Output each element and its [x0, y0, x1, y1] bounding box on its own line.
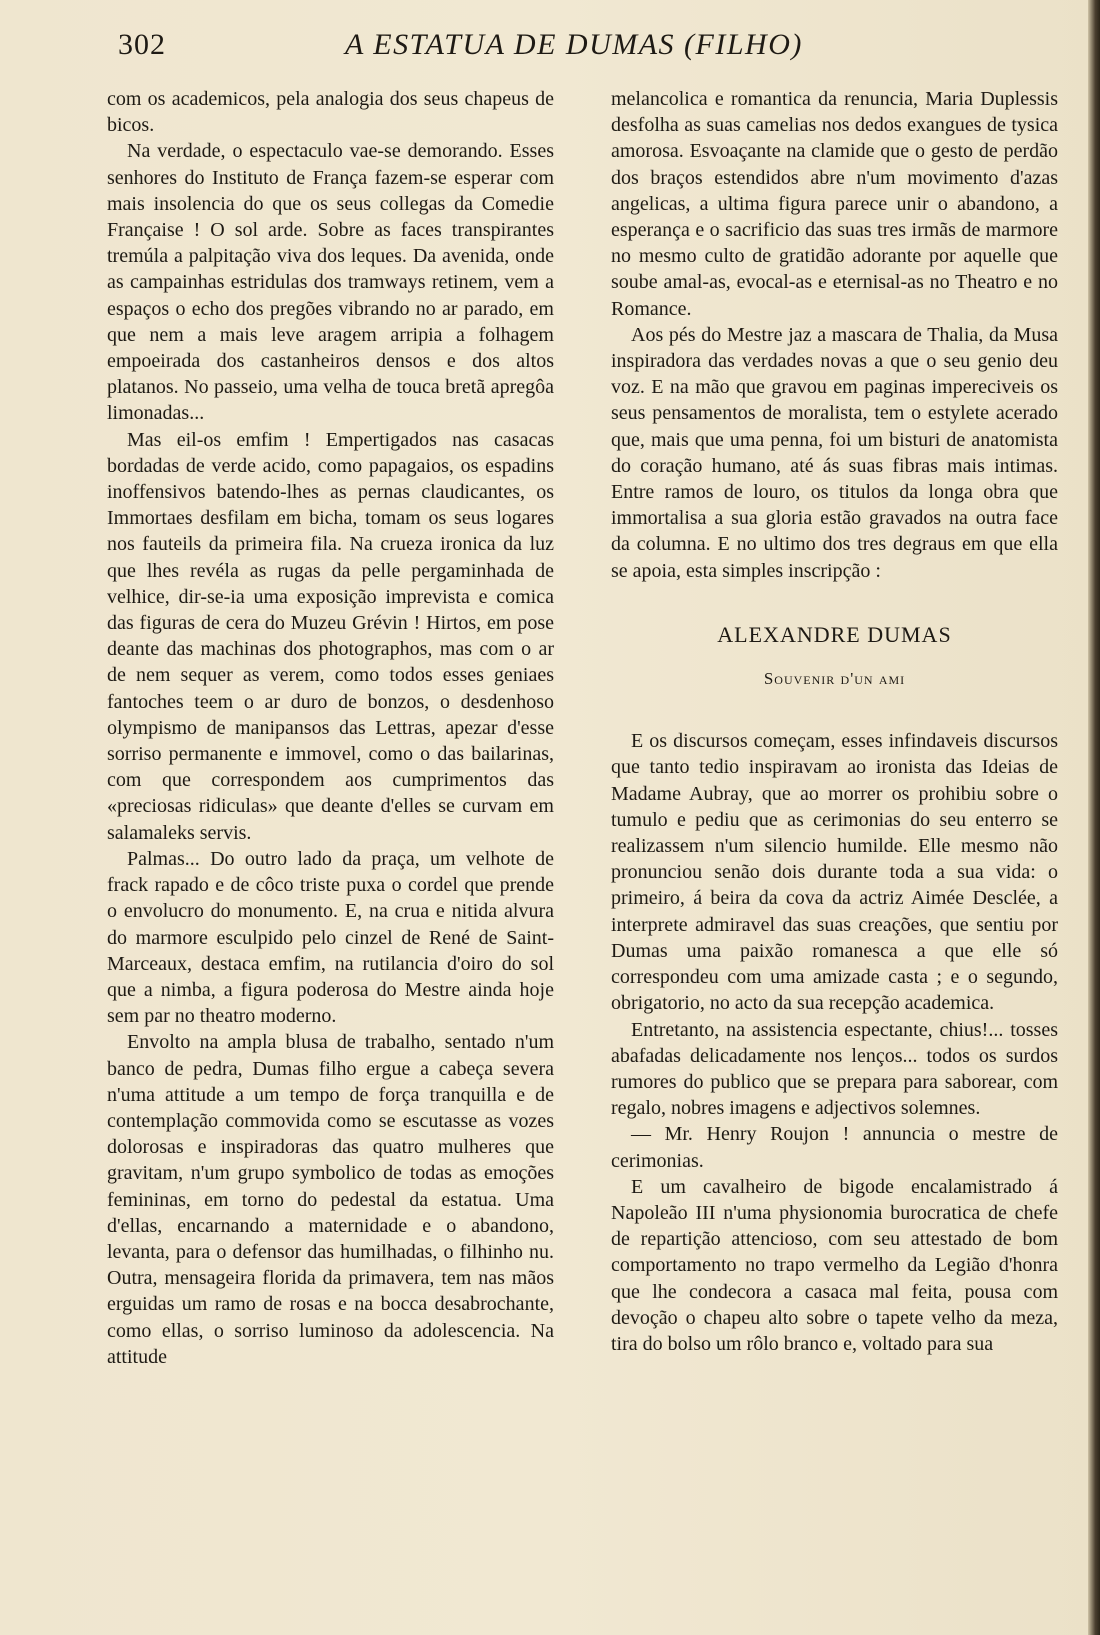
left-column — [107, 86, 554, 1370]
paragraph: Entretanto, na assistencia espectante, chius!... tosses abafadas delicadamente nos lenços... todos os surdos rumores do publico que se prepara para saborear, com regalo, nobres imagens e adjectivos solemnes. — [611, 1018, 1058, 1120]
paragraph: melancolica e romantica da renuncia, Maria Duplessis desfolha as suas camelias nos dedos exangues de tysica amorosa. Esvoaçante na clamide que o gesto de perdão dos braços estendidos abre n'um movimento d'azas angelicas, a ultima figura parece unir o abandono, a esperança e o sacrificio das suas tres irmãs de marmore no mesmo culto de gratidão adorante por aquelle que soube amal-as, evocal-as e eternisal-as no Theatro e no Romance. — [611, 88, 1058, 320]
page-edge-shadow — [1088, 0, 1100, 1635]
right-column — [611, 86, 1058, 1357]
inscription-title: ALEXANDRE DUMAS — [717, 621, 952, 647]
paragraph: E os discursos começam, esses infindaveis discursos que tanto tedio inspiravam ao ironista das Ideias de Madame Aubray, que ao morrer os prohibiu sobre o tumulo e pediu que as cerimonias do seu enterro se realizassem n'um silencio humilde. Elle mesmo não pronunciou senão dois durante toda a sua vida: o primeiro, á beira da cova da actriz Aimée Desclée, a interprete admiravel das suas creações, que sentiu por Dumas uma paixão romanesca a que elle só correspondeu com uma amizade casta ; e o segundo, obrigatorio, no acto da sua recepção academica. — [611, 730, 1058, 1015]
paragraph: Mas eil-os emfim ! Empertigados nas casacas bordadas de verde acido, como papagaios, os espadins inoffensivos batendo-lhes as pernas claudicantes, os Immortaes desfilam em bicha, tomam os seus logares nos fauteils da primeira fila. Na crueza ironica da luz que lhes revéla as rugas da pelle pergaminhada de velhice, dir-se-ia uma exposição imprevista e comica das figuras de cera do Muzeu Grévin ! Hirtos, em pose deante das machinas dos photographos, mas com o ar de nem sequer as verem, como todos esses geniaes fantoches teem o ar duro de bonzos, o desdenhoso olympismo de manipansos das Lettras, apezar d'esse sorriso permanente e immovel, como o das bailarinas, com que correspondem aos cumprimentos das «preciosas ridiculas» que deante d'elles se curvam em salamaleks servis. — [107, 428, 554, 844]
paragraph: Aos pés do Mestre jaz a mascara de Thalia, da Musa inspiradora das verdades novas a que o seu genio deu voz. E na mão que gravou em paginas impereciveis os seus pensamentos de moralista, tem o estylete acerado que, mais que uma penna, foi um bisturi de anatomista do coração humano, até ás suas fibras mais intimas. Entre ramos de louro, os titulos da longa obra que immortalisa a sua gloria estão gravados na outra face da columna. E no ultimo dos tres degraus em que ella se apoia, esta simples inscripção : — [611, 323, 1058, 582]
paragraph: Na verdade, o espectaculo vae-se demorando. Esses senhores do Instituto de França fazem-se esperar com mais insolencia do que os seus collegas da Comedie Française ! O sol arde. Sobre as faces transpirantes tremúla a palpitação viva dos leques. Da avenida, onde as campainhas estridulas dos tramways retinem, vem a espaços o echo dos pregões vibrando no ar parado, em que nem a mais leve aragem arripia a folhagem empoeirada dos castanheiros densos e dos altos platanos. No passeio, uma velha de touca bretã apregôa limonadas... — [107, 140, 554, 425]
paragraph: Palmas... Do outro lado da praça, um velhote de frack rapado e de côco triste puxa o cordel que prende o envolucro do monumento. E, na crua e nitida alvura do marmore esculpido pelo cinzel de René de Saint-Marceaux, destaca emfim, na rutilancia d'oiro do sol que a nimba, a figura poderosa do Mestre ainda hoje sem par no theatro moderno. — [107, 847, 554, 1028]
page-number: 302 — [118, 28, 166, 61]
paragraph: Envolto na ampla blusa de trabalho, sentado n'um banco de pedra, Dumas filho ergue a cabeça severa n'uma attitude a um tempo de força tranquilla e de contemplação commovida como se escutasse as vozes dolorosas e inspiradoras das quatro mulheres que gravitam, n'um grupo symbolico de todas as emoções femininas, em torno do pedestal da estatua. Uma d'ellas, encarnando a maternidade e o abandono, levanta, para o defensor das humilhadas, o filhinho nu. Outra, mensageira florida da primavera, tem nas mãos erguidas um ramo de rosas e na bocca desabrochante, como ellas, o sorriso luminoso da adolescencia. Na attitude — [107, 1031, 554, 1368]
paragraph: — Mr. Henry Roujon ! annuncia o mestre de cerimonias. — [611, 1123, 1058, 1172]
paragraph: E um cavalheiro de bigode encalamistrado á Napoleão III n'uma physionomia burocratica de chefe de repartição attencioso, com seu attestado de bom comportamento no trapo vermelho da Legião d'honra que lhe condecora a casaca mal feita, pousa com devoção o chapeu alto sobre o tapete velho da meza, tira do bolso um rôlo branco e, voltado para sua — [611, 1175, 1058, 1355]
page-header — [0, 28, 1100, 68]
running-title: A ESTATUA DE DUMAS (FILHO) — [345, 28, 803, 61]
paragraph: com os academicos, pela analogia dos seus chapeus de bicos. — [107, 88, 554, 137]
inscription-subtitle: Souvenir d'un ami — [763, 669, 906, 689]
